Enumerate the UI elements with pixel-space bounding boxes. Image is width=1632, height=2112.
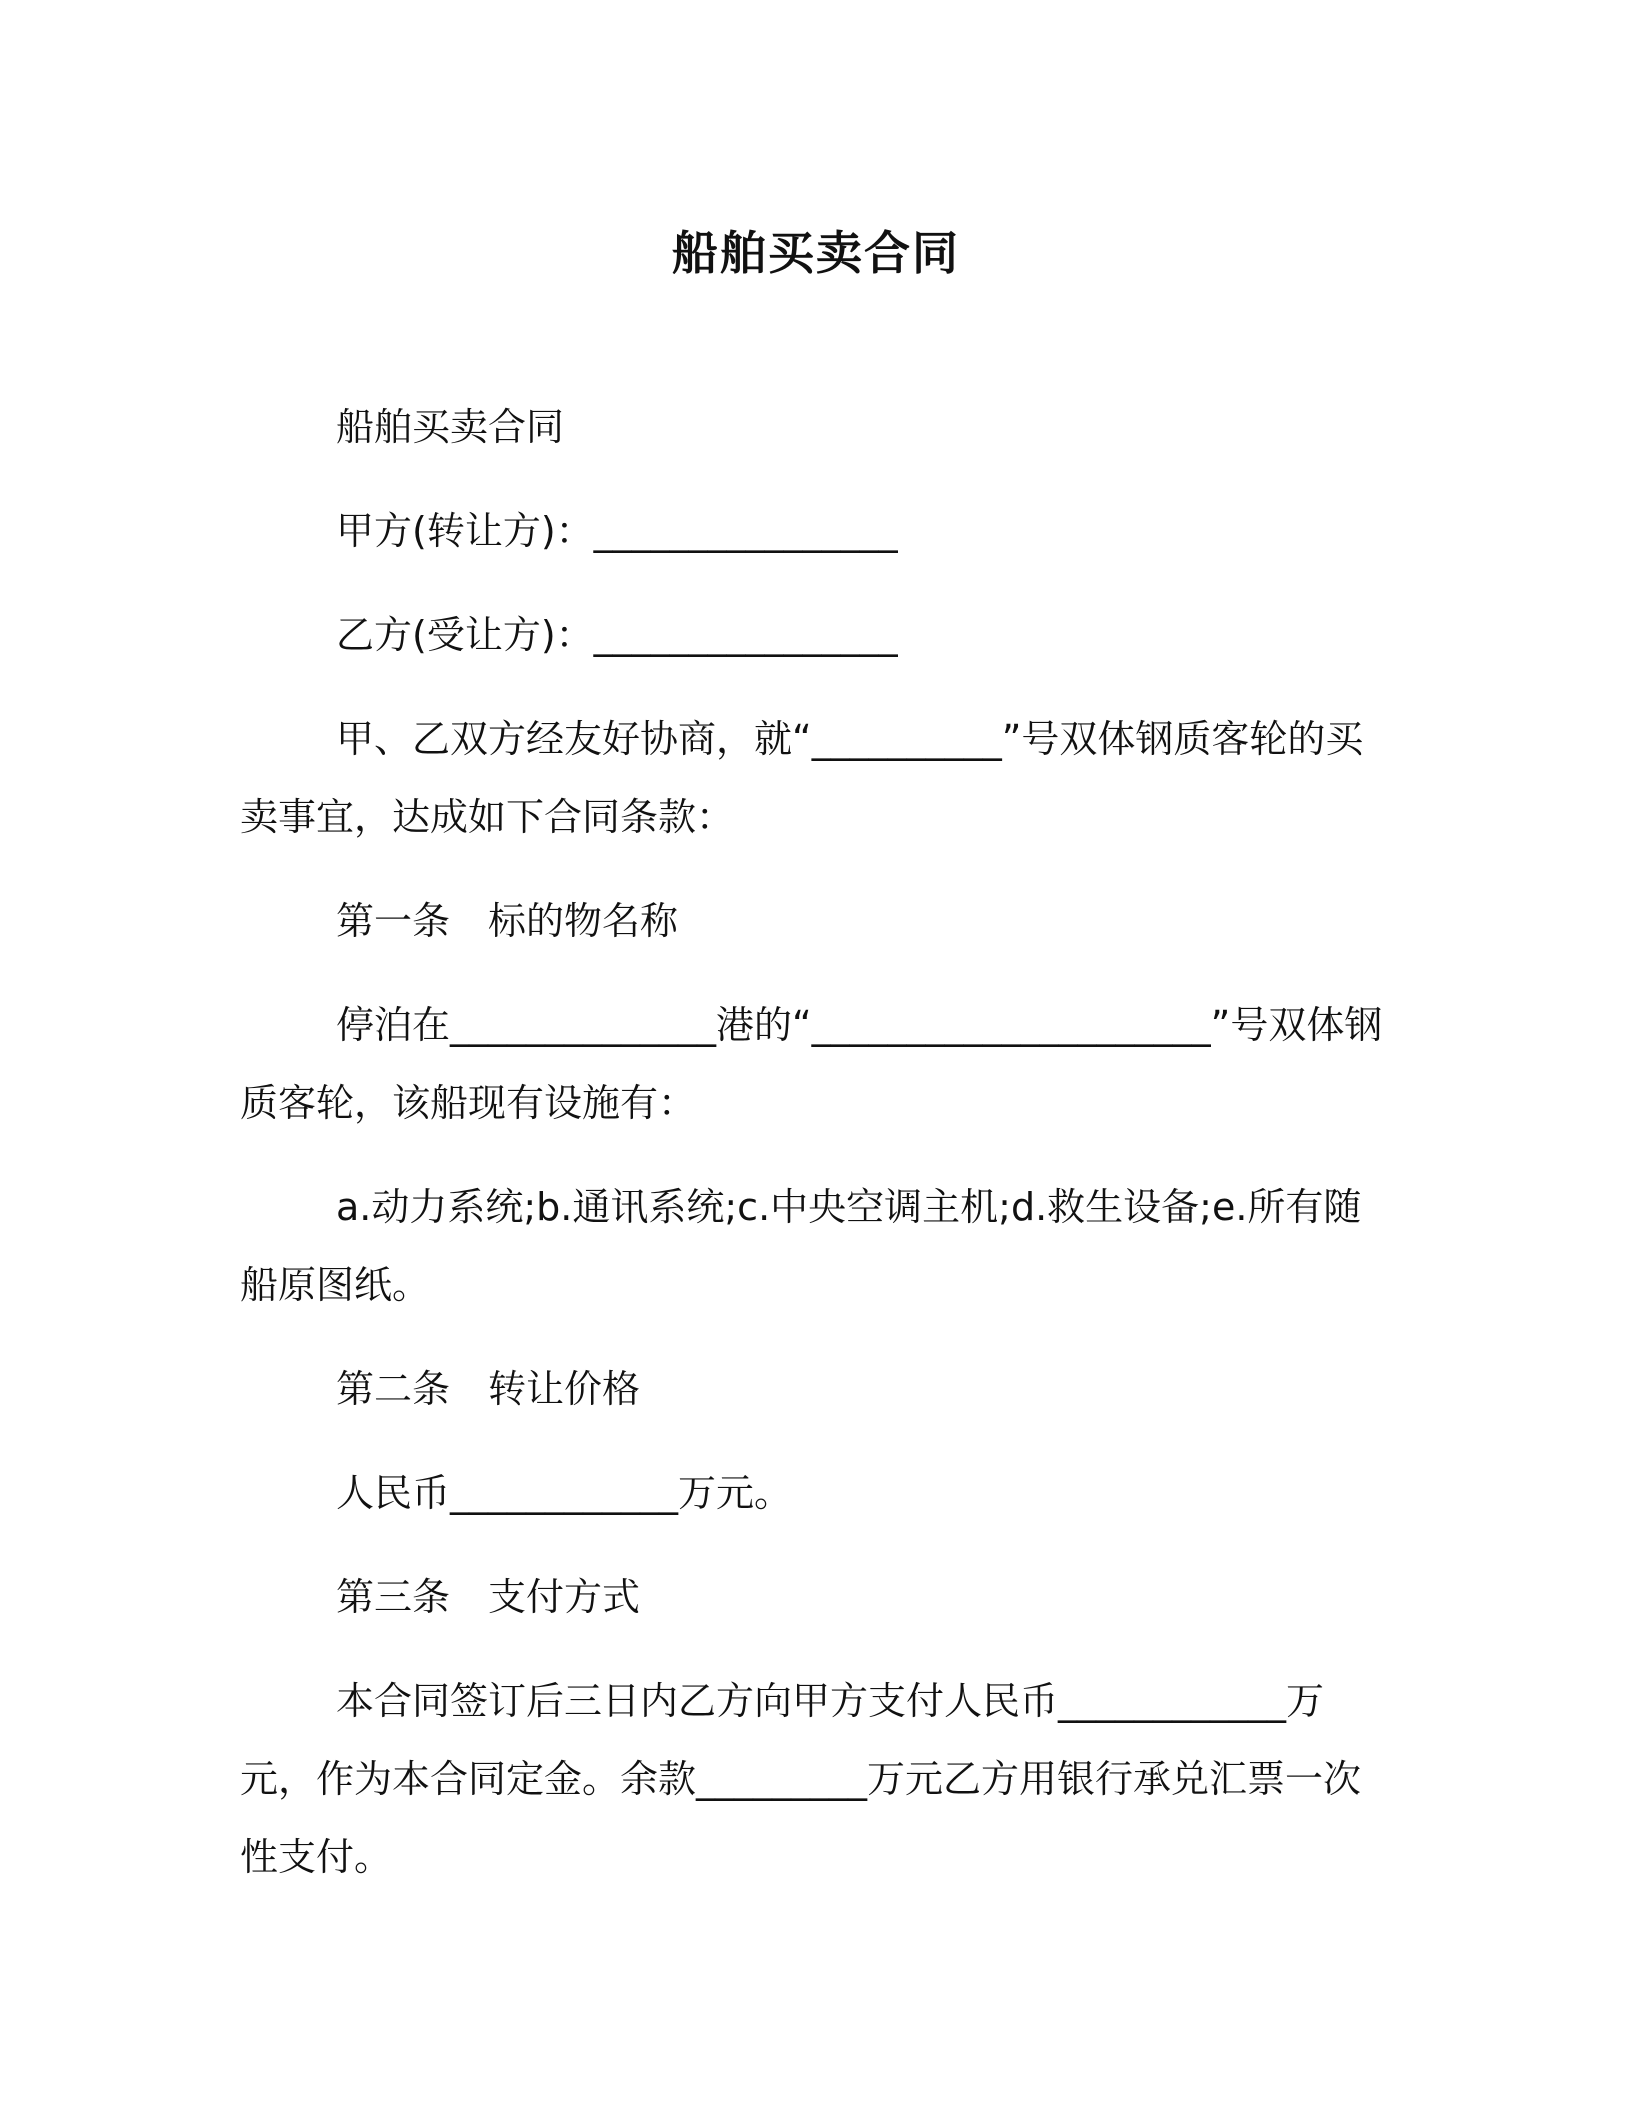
article-3-text: 本合同签订后三日内乙方向甲方支付人民币____________万元，作为本合同定金。余款_________万元乙方用银行承兑汇票一次性支付。 xyxy=(240,1679,1362,1879)
preamble-paragraph: 甲、乙双方经友好协商，就“__________”号双体钢质客轮的买卖事宜，达成如下合同条款： xyxy=(240,717,1364,839)
article-1-heading: 第一条 标的物名称 xyxy=(336,899,679,943)
article-2-text: 人民币____________万元。 xyxy=(336,1471,793,1515)
article-1-text: 停泊在______________港的“_____________________”号双体钢质客轮，该船现有设施有： xyxy=(240,1003,1383,1125)
party-b-line: 乙方(受让方)：________________ xyxy=(336,613,898,657)
facilities-list: a.动力系统;b.通讯系统;c.中央空调主机;d.救生设备;e.所有随船原图纸。 xyxy=(240,1185,1362,1307)
article-2-heading: 第二条 转让价格 xyxy=(336,1367,641,1411)
article-3-heading: 第三条 支付方式 xyxy=(336,1575,641,1619)
party-a-line: 甲方(转让方)：________________ xyxy=(336,509,898,553)
subtitle-paragraph: 船舶买卖合同 xyxy=(336,405,565,449)
document-body xyxy=(240,388,1390,1922)
document-title: 船舶买卖合同 xyxy=(672,226,960,280)
